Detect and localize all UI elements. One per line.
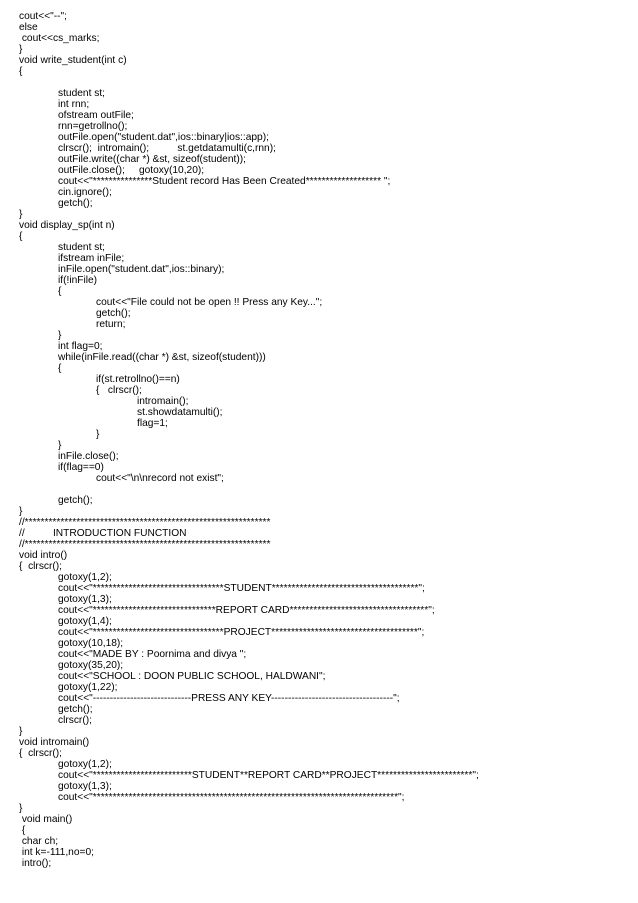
code-line: getch(); [58, 704, 93, 715]
code-line: } [19, 726, 23, 737]
code-line: } [19, 506, 23, 517]
code-line: student st; [58, 88, 106, 99]
code-line: while(inFile.read((char *) &st, sizeof(student))) [58, 352, 266, 363]
code-line: void intromain() [19, 737, 90, 748]
code-line: int rnn; [58, 99, 90, 110]
code-line: { clrscr(); [19, 748, 63, 759]
code-line: int k=-111,no=0; [19, 847, 94, 858]
code-line: outFile.open("student.dat",ios::binary|ios::app); [58, 132, 269, 143]
code-line: cout<<"-----------------------------PRESS ANY KEY------------------------------------"; [58, 693, 400, 704]
code-line: cout<<"File could not be open !! Press any Key..."; [96, 297, 323, 308]
code-line: if(!inFile) [58, 275, 98, 286]
code-line: gotoxy(1,2); [58, 572, 112, 583]
code-line: { [19, 66, 23, 77]
code-line: getch(); [58, 495, 93, 506]
code-line: if(flag==0) [58, 462, 104, 473]
code-line: { [19, 231, 23, 242]
code-line: int flag=0; [58, 341, 103, 352]
code-line: cout<<"***************Student record Has Been Created******************* "; [58, 176, 391, 187]
code-line: inFile.close(); [58, 451, 119, 462]
code-line: if(st.retrollno()==n) [96, 374, 180, 385]
code-line: } [19, 209, 23, 220]
code-line: cin.ignore(); [58, 187, 112, 198]
code-line: // INTRODUCTION FUNCTION [19, 528, 187, 539]
code-line: clrscr(); [58, 715, 92, 726]
code-line: cout<<"*****************************************************************************"; [58, 792, 405, 803]
code-line: //************************************************************** [19, 539, 271, 550]
code-line: } [58, 440, 62, 451]
code-line: student st; [58, 242, 106, 253]
code-line: //************************************************************** [19, 517, 271, 528]
code-line: getch(); [96, 308, 131, 319]
code-line: outFile.close(); gotoxy(10,20); [58, 165, 205, 176]
code-line: } [19, 44, 23, 55]
code-line: cout<<"*********************************STUDENT*************************************"; [58, 583, 425, 594]
code-line: ofstream outFile; [58, 110, 134, 121]
code-line: char ch; [19, 836, 59, 847]
code-line: return; [96, 319, 126, 330]
code-line: cout<<cs_marks; [19, 33, 100, 44]
code-line: gotoxy(1,3); [58, 781, 112, 792]
code-line: cout<<"SCHOOL : DOON PUBLIC SCHOOL, HALDWANI"; [58, 671, 326, 682]
code-line: void write_student(int c) [19, 55, 127, 66]
code-line: { [58, 363, 62, 374]
code-line: cout<<"\n\nrecord not exist"; [96, 473, 224, 484]
code-line: { [19, 825, 26, 836]
code-line: void display_sp(int n) [19, 220, 115, 231]
code-line: cout<<"*************************STUDENT**REPORT CARD**PROJECT************************"; [58, 770, 479, 781]
code-line: gotoxy(1,2); [58, 759, 112, 770]
code-line: gotoxy(1,4); [58, 616, 112, 627]
code-line: } [19, 803, 23, 814]
code-line: intromain(); [137, 396, 189, 407]
code-line: void main() [19, 814, 73, 825]
code-line: { clrscr(); [19, 561, 63, 572]
code-line: cout<<"MADE BY : Poornima and divya "; [58, 649, 247, 660]
code-line: ifstream inFile; [58, 253, 125, 264]
code-line: st.showdatamulti(); [137, 407, 223, 418]
code-line: gotoxy(35,20); [58, 660, 124, 671]
code-line: rnn=getrollno(); [58, 121, 128, 132]
code-line: gotoxy(1,3); [58, 594, 112, 605]
code-line: { clrscr(); [96, 385, 142, 396]
code-line: void intro() [19, 550, 68, 561]
code-line: gotoxy(1,22); [58, 682, 118, 693]
code-line: getch(); [58, 198, 93, 209]
code-line: flag=1; [137, 418, 168, 429]
code-line: cout<<"*******************************REPORT CARD***********************************"; [58, 605, 435, 616]
code-line: inFile.open("student.dat",ios::binary); [58, 264, 225, 275]
code-line: else [19, 22, 38, 33]
code-line: cout<<"--"; [19, 11, 68, 22]
code-line: clrscr(); intromain(); st.getdatamulti(c,rnn); [58, 143, 276, 154]
code-line: intro(); [19, 858, 52, 869]
code-line: gotoxy(10,18); [58, 638, 124, 649]
code-line: } [58, 330, 62, 341]
code-line: outFile.write((char *) &st, sizeof(student)); [58, 154, 246, 165]
code-line: } [96, 429, 100, 440]
code-line: cout<<"*********************************PROJECT*************************************"; [58, 627, 425, 638]
code-line: { [58, 286, 62, 297]
